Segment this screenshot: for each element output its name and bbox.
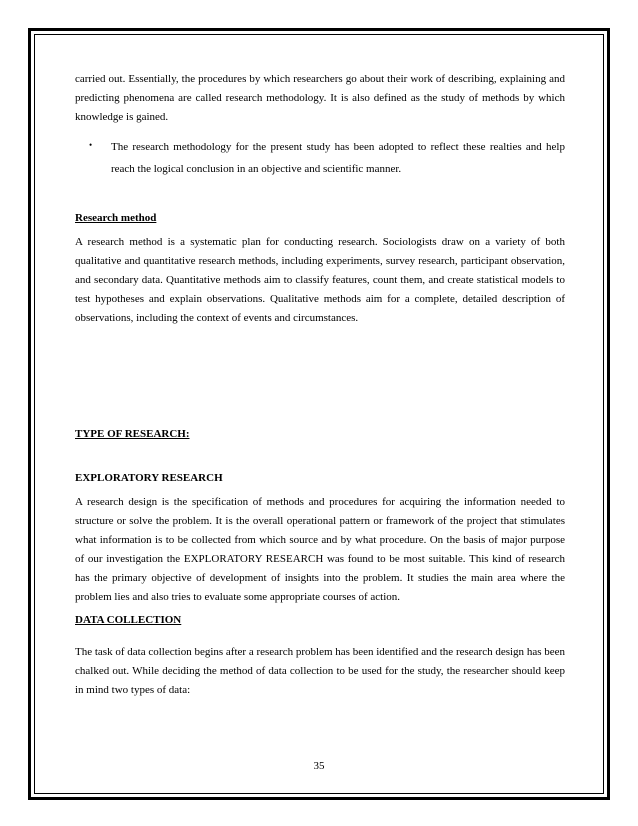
type-of-research-heading: TYPE OF RESEARCH:	[75, 428, 190, 440]
research-method-heading: Research method	[75, 212, 157, 224]
page-number: 35	[313, 760, 325, 772]
bullet-icon: •	[89, 140, 93, 150]
document-page	[75, 70, 565, 700]
bullet-item	[75, 136, 565, 180]
exploratory-research-body: A research design is the specification of methods and procedures for acquiring the information needed to structure or solve the problem. It is the overall operational pattern or framework of the project that stimulates what information is to be collected from which source and by what procedure. On the basis of major purpose of our investigation the EXPLORATORY RESEARCH was found to be most suitable. This kind of research has the primary objective of development of insights into the problem. It studies the main area where the problem lies and also tries to evaluate some appropriate courses of action.	[75, 496, 565, 603]
data-collection-heading: DATA COLLECTION	[75, 614, 182, 626]
research-method-body: A research method is a systematic plan for conducting research. Sociologists draw on a variety of both qualitative and quantitative research methods, including experiments, survey research, participant observation, and secondary data. Quantitative methods aim to classify features, count them, and create statistical models to test hypotheses and explain observations. Qualitative methods aim for a complete, detailed description of observations, including the context of events and circumstances.	[75, 236, 565, 324]
data-collection-body: The task of data collection begins after a research problem has been identified and the research design has been chalked out. While deciding the method of data collection to be used for the study, the researcher should keep in mind two types of data:	[75, 646, 565, 696]
exploratory-research-heading: EXPLORATORY RESEARCH	[75, 472, 223, 484]
bullet-text: The research methodology for the present study has been adopted to reflect these realties and help reach the logical conclusion in an objective and scientific manner.	[111, 141, 565, 175]
intro-paragraph: carried out. Essentially, the procedures by which researchers go about their work of describing, explaining and predicting phenomena are called research methodology. It is also defined as the study of methods by which knowledge is gained.	[75, 73, 565, 123]
